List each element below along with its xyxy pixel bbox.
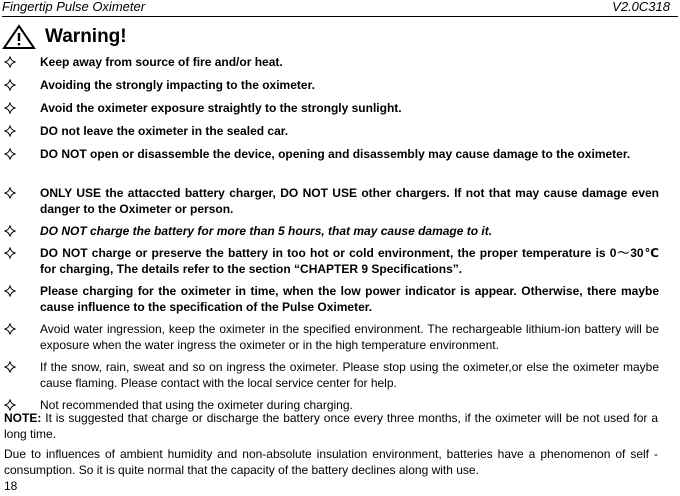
page-number: 18 xyxy=(4,479,18,493)
item-text: Keep away from source of fire and/or heat. xyxy=(40,55,283,69)
list-item xyxy=(0,185,680,223)
four-point-star-icon xyxy=(4,223,18,239)
four-point-star-icon xyxy=(4,54,18,70)
list-item xyxy=(0,54,680,77)
four-point-star-icon xyxy=(4,359,18,375)
four-point-star-icon xyxy=(4,321,18,337)
list-item xyxy=(0,77,680,100)
item-text: Avoiding the strongly impacting to the oximeter. xyxy=(40,78,315,92)
warning-list xyxy=(0,54,680,415)
four-point-star-icon xyxy=(4,245,18,261)
header-version: V2.0C318 xyxy=(612,0,670,14)
item-text: Not recommended that using the oximeter during charging. xyxy=(40,398,353,412)
list-item xyxy=(0,100,680,123)
item-text: ONLY USE the attaccted battery charger, DO NOT USE other chargers. If not that may cause damage even danger to the Oximeter or person. xyxy=(40,186,659,216)
four-point-star-icon xyxy=(4,77,18,93)
note-text: It is suggested that charge or discharge the battery once every three months, if the oximeter will be not used for a long time. xyxy=(4,411,658,441)
item-text: Avoid the oximeter exposure straightly to the strongly sunlight. xyxy=(40,101,402,115)
item-text: DO NOT charge the battery for more than 5 hours, that may cause damage to it. xyxy=(40,224,493,238)
warning-triangle-icon xyxy=(2,24,36,50)
list-item xyxy=(0,223,680,245)
four-point-star-icon xyxy=(4,185,18,201)
item-text: DO NOT charge or preserve the battery in too hot or cold environment, the proper temperature is 0～30℃ for charging, The details refer to the section “CHAPTER 9 Specifications”. xyxy=(40,246,659,276)
item-text: Avoid water ingression, keep the oximeter in the specified environment. The rechargeable lithium-ion battery will be exposure when the water ingress the oximeter or in the high temperature environment. xyxy=(40,322,659,352)
item-text: Please charging for the oximeter in time, when the low power indicator is appear. Otherwise, there maybe cause influence to the specification of the Pulse Oximeter. xyxy=(40,284,659,314)
list-item xyxy=(0,283,680,321)
item-text: DO not leave the oximeter in the sealed car. xyxy=(40,124,289,138)
list-item xyxy=(0,123,680,146)
four-point-star-icon xyxy=(4,100,18,116)
body-paragraph: Due to influences of ambient humidity and non-absolute insulation environment, batteries have a phenomenon of self - consumption. So it is quite normal that the capacity of the battery declines along with use. xyxy=(4,447,658,477)
list-item xyxy=(0,321,680,359)
note-paragraph xyxy=(4,410,658,442)
list-item xyxy=(0,245,680,283)
four-point-star-icon xyxy=(4,123,18,139)
item-text: If the snow, rain, sweat and so on ingress the oximeter. Please stop using the oximeter,or else the oximeter maybe cause flaming. Please contact with the local service center for help. xyxy=(40,360,659,390)
item-text: DO NOT open or disassemble the device, opening and disassembly may cause damage to the oximeter. xyxy=(40,147,631,161)
warning-heading xyxy=(2,22,127,52)
list-item xyxy=(0,359,680,397)
list-item xyxy=(0,146,680,185)
page-header xyxy=(2,0,678,17)
four-point-star-icon xyxy=(4,146,18,162)
four-point-star-icon xyxy=(4,283,18,299)
header-title: Fingertip Pulse Oximeter xyxy=(2,0,146,14)
note-label: NOTE: xyxy=(4,411,42,425)
warning-title: Warning! xyxy=(45,26,127,47)
